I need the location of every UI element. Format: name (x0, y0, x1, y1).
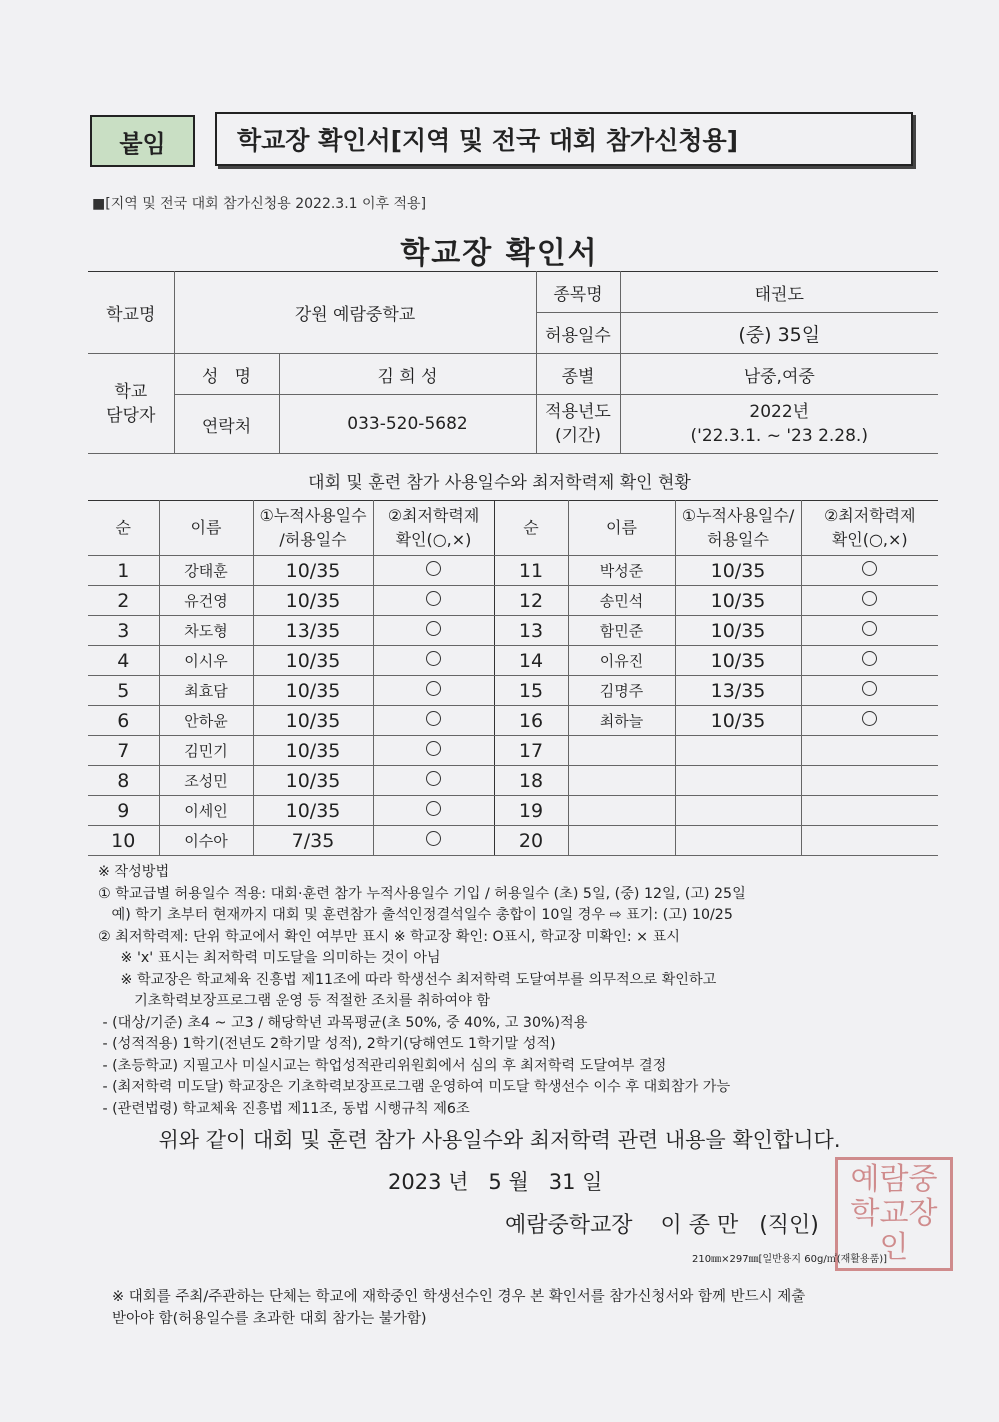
student-check (373, 706, 494, 736)
instruction-line: - (관련법령) 학교체육 진흥법 제11조, 동법 시행규칙 제6조 (98, 1100, 470, 1117)
school-label: 학교명 (88, 272, 174, 354)
student-check (373, 736, 494, 766)
student-name: 유건영 (159, 586, 253, 616)
student-no: 3 (88, 616, 159, 646)
student-no: 16 (494, 706, 568, 736)
circle-mark-icon (426, 741, 441, 756)
student-check (373, 556, 494, 586)
student-name: 김민기 (159, 736, 253, 766)
student-name (568, 736, 675, 766)
sport-value: 태권도 (620, 272, 938, 313)
status-subtitle: 대회 및 훈련 참가 사용일수와 최저학력제 확인 현황 (308, 473, 691, 493)
header-check: ②최저학력제 확인(○,×) (801, 501, 938, 556)
instruction-line: ① 학교급별 허용일수 적용: 대회·훈련 참가 누적사용일수 기입 / 허용일수 (초) 5일, (중) 12일, (고) 25일 (98, 885, 746, 902)
contact-value: 033-520-5682 (279, 395, 536, 454)
student-days: 10/35 (253, 646, 373, 676)
student-no: 15 (494, 676, 568, 706)
writing-instructions (98, 862, 958, 1120)
student-no: 5 (88, 676, 159, 706)
school-info-table (88, 271, 938, 454)
official-seal-icon: 예람중학교장인 (835, 1157, 953, 1271)
paper-spec: 210㎜×297㎜[일반용지 60g/㎡(재활용품)] (692, 1254, 888, 1265)
manager-name: 김 희 성 (279, 354, 536, 395)
student-days: 13/35 (253, 616, 373, 646)
instruction-line: - (성적적용) 1학기(전년도 2학기말 성적), 2학기(당해연도 1학기말 성적) (98, 1036, 556, 1052)
student-days (675, 766, 801, 796)
student-days: 10/35 (675, 586, 801, 616)
student-check (801, 556, 938, 586)
header-check: ②최저학력제 확인(○,×) (373, 501, 494, 556)
table-row (88, 736, 938, 766)
table-row (88, 766, 938, 796)
header-no: 순 (494, 501, 568, 556)
table-row (88, 646, 938, 676)
student-days: 10/35 (253, 796, 373, 826)
student-name: 조성민 (159, 766, 253, 796)
table-row (88, 706, 938, 736)
student-days: 10/35 (253, 706, 373, 736)
student-name: 이시우 (159, 646, 253, 676)
header-days: ①누적사용일수/ 허용일수 (675, 501, 801, 556)
allowed-days-label: 허용일수 (536, 313, 620, 354)
school-name: 강원 예람중학교 (174, 272, 536, 354)
student-name: 안하윤 (159, 706, 253, 736)
student-check (373, 646, 494, 676)
student-days: 13/35 (675, 676, 801, 706)
student-name: 최하늘 (568, 706, 675, 736)
student-check (801, 616, 938, 646)
student-no: 4 (88, 646, 159, 676)
student-no: 6 (88, 706, 159, 736)
student-name (568, 796, 675, 826)
table-row (88, 826, 938, 856)
header-days: ①누적사용일수 /허용일수 (253, 501, 373, 556)
student-name: 이수아 (159, 826, 253, 856)
attachment-tag: 붙임 (90, 115, 195, 167)
student-name: 함민준 (568, 616, 675, 646)
circle-mark-icon (426, 681, 441, 696)
student-check (373, 826, 494, 856)
year-value: 2022년 ('22.3.1. ~ '23 2.28.) (620, 395, 938, 454)
circle-mark-icon (426, 621, 441, 636)
student-no: 17 (494, 736, 568, 766)
instruction-line: 예) 학기 초부터 현재까지 대회 및 훈련참가 출석인정결석일수 총합이 10일 경우 ⇨ 표기: (고) 10/25 (98, 907, 733, 923)
circle-mark-icon (862, 651, 877, 666)
student-no: 13 (494, 616, 568, 646)
student-check (801, 646, 938, 676)
circle-mark-icon (862, 561, 877, 576)
kind-value: 남중,여중 (620, 354, 938, 395)
student-name: 최효담 (159, 676, 253, 706)
student-no: 12 (494, 586, 568, 616)
student-no: 10 (88, 826, 159, 856)
table-row (88, 556, 938, 586)
sport-label: 종목명 (536, 272, 620, 313)
circle-mark-icon (426, 711, 441, 726)
student-no: 20 (494, 826, 568, 856)
student-name: 이세인 (159, 796, 253, 826)
circle-mark-icon (862, 591, 877, 606)
student-no: 7 (88, 736, 159, 766)
document-title: 학교장 확인서 (400, 236, 599, 271)
student-days (675, 826, 801, 856)
instruction-line: ※ 작성방법 (98, 864, 170, 880)
student-name: 차도형 (159, 616, 253, 646)
circle-mark-icon (862, 681, 877, 696)
student-no: 11 (494, 556, 568, 586)
student-check (801, 706, 938, 736)
student-days: 10/35 (253, 556, 373, 586)
contact-label: 연락처 (174, 395, 279, 454)
name-label: 성 명 (174, 354, 279, 395)
table-row (88, 586, 938, 616)
student-name: 박성준 (568, 556, 675, 586)
student-no: 9 (88, 796, 159, 826)
student-name (568, 826, 675, 856)
student-check (373, 766, 494, 796)
student-days: 10/35 (253, 736, 373, 766)
student-check (801, 736, 938, 766)
instruction-line: 기초학력보장프로그램 운영 등 적절한 조치를 취하여야 함 (98, 993, 491, 1009)
year-label: 적용년도 (기간) (536, 395, 620, 454)
instruction-line: - (대상/기준) 초4 ~ 고3 / 해당학년 과목평균(초 50%, 중 40%, 고 30%)적용 (98, 1014, 588, 1031)
applicability-note: ■[지역 및 전국 대회 참가신청용 2022.3.1 이후 적용] (92, 196, 427, 212)
table-row (88, 796, 938, 826)
student-check (373, 586, 494, 616)
circle-mark-icon (862, 621, 877, 636)
student-no: 1 (88, 556, 159, 586)
circle-mark-icon (426, 801, 441, 816)
student-no: 18 (494, 766, 568, 796)
student-check (801, 796, 938, 826)
header-no: 순 (88, 501, 159, 556)
student-days: 10/35 (675, 706, 801, 736)
student-name: 강태훈 (159, 556, 253, 586)
allowed-days-value: (중) 35일 (620, 313, 938, 354)
student-record-table (88, 500, 938, 856)
student-name (568, 766, 675, 796)
kind-label: 종별 (536, 354, 620, 395)
table-row (88, 676, 938, 706)
circle-mark-icon (862, 711, 877, 726)
instruction-line: ※ 'x' 표시는 최저학력 미도달을 의미하는 것이 아님 (98, 950, 441, 966)
instruction-line: ② 최저학력제: 단위 학교에서 확인 여부만 표시 ※ 학교장 확인: O표시, 학교장 미확인: × 표시 (98, 928, 680, 945)
student-no: 19 (494, 796, 568, 826)
student-days: 10/35 (675, 616, 801, 646)
attachment-title: 학교장 확인서[지역 및 전국 대회 참가신청용] (215, 112, 913, 166)
student-days (675, 796, 801, 826)
student-days: 10/35 (253, 766, 373, 796)
student-check (373, 616, 494, 646)
student-check (801, 586, 938, 616)
circle-mark-icon (426, 591, 441, 606)
instruction-line: - (초등학교) 지필고사 미실시교는 학업성적관리위원회에서 심의 후 최저학력 도달여부 결정 (98, 1057, 667, 1074)
student-check (373, 796, 494, 826)
student-name: 송민석 (568, 586, 675, 616)
header-name: 이름 (568, 501, 675, 556)
student-no: 8 (88, 766, 159, 796)
student-no: 14 (494, 646, 568, 676)
student-days: 10/35 (253, 586, 373, 616)
student-name: 김명주 (568, 676, 675, 706)
circle-mark-icon (426, 831, 441, 846)
student-check (801, 826, 938, 856)
student-name: 이유진 (568, 646, 675, 676)
circle-mark-icon (426, 651, 441, 666)
confirmation-statement: 위와 같이 대회 및 훈련 참가 사용일수와 최저학력 관련 내용을 확인합니다. (158, 1128, 841, 1152)
header-name: 이름 (159, 501, 253, 556)
student-days: 10/35 (253, 676, 373, 706)
issue-date: 2023 년 5 월 31 일 (388, 1170, 603, 1194)
footer-note: ※ 대회를 주최/주관하는 단체는 학교에 재학중인 학생선수인 경우 본 확인서를 참가신청서와 함께 반드시 제출 받아야 함(허용일수를 초과한 대회 참가는 불가함) (112, 1289, 806, 1327)
student-check (801, 676, 938, 706)
circle-mark-icon (426, 771, 441, 786)
student-days: 7/35 (253, 826, 373, 856)
student-days: 10/35 (675, 646, 801, 676)
student-check (801, 766, 938, 796)
principal-signature: 예람중학교장 이 종 만 (직인) (505, 1213, 819, 1238)
student-no: 2 (88, 586, 159, 616)
circle-mark-icon (426, 561, 441, 576)
manager-label: 학교 담당자 (88, 354, 174, 454)
student-days (675, 736, 801, 766)
instruction-line: - (최저학력 미도달) 학교장은 기초학력보장프로그램 운영하여 미도달 학생선수 이수 후 대회참가 가능 (98, 1079, 731, 1095)
table-row (88, 616, 938, 646)
student-days: 10/35 (675, 556, 801, 586)
student-check (373, 676, 494, 706)
instruction-line: ※ 학교장은 학교체육 진흥법 제11조에 따라 학생선수 최저학력 도달여부를 의무적으로 확인하고 (98, 971, 717, 988)
